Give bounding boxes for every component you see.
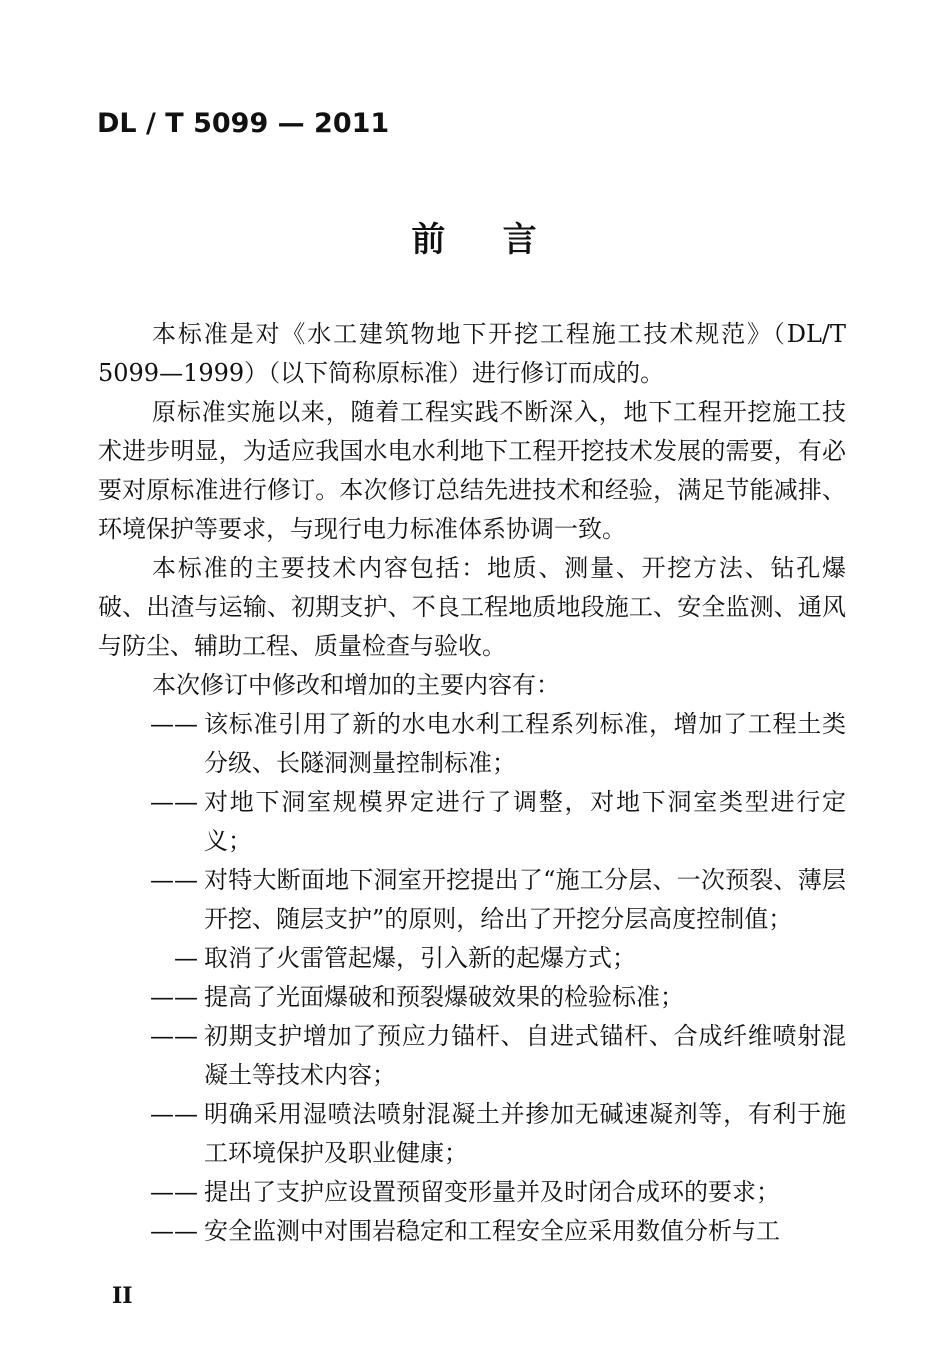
dash-marker: —— xyxy=(150,1100,198,1128)
list-item-text: 安全监测中对围岩稳定和工程安全应采用数值分析与工 xyxy=(204,1217,780,1245)
dash-marker: — xyxy=(174,944,198,972)
list-item xyxy=(98,1095,846,1173)
list-item-text: 提出了支护应设置预留变形量并及时闭合成环的要求； xyxy=(204,1178,780,1206)
list-item-text: 对特大断面地下洞室开挖提出了“施工分层、一次预裂、薄层开挖、随层支护”的原则，给出了开挖分层高度控制值； xyxy=(204,866,846,933)
paragraph-background: 原标准实施以来，随着工程实践不断深入，地下工程开挖施工技术进步明显，为适应我国水电水利地下工程开挖技术发展的需要，有必要对原标准进行修订。本次修订总结先进技术和经验，满足节能减排、环境保护等要求，与现行电力标准体系协调一致。 xyxy=(98,398,846,543)
list-item-text: 取消了火雷管起爆，引入新的起爆方式； xyxy=(204,944,636,972)
dash-marker: —— xyxy=(150,788,198,816)
dash-marker: —— xyxy=(150,1022,198,1050)
revision-list xyxy=(98,705,846,1251)
list-item-text: 提高了光面爆破和预裂爆破效果的检验标准； xyxy=(204,983,684,1011)
paragraph-revision-intro: 本次修订中修改和增加的主要内容有： xyxy=(152,671,560,699)
page-title: 前 言 xyxy=(411,220,539,260)
list-item xyxy=(98,939,846,978)
list-item xyxy=(98,705,846,783)
paragraph-intro: 本标准是对《水工建筑物地下开挖工程施工技术规范》（DL/T 5099—1999）（以下简称原标准）进行修订而成的。 xyxy=(98,320,846,387)
dash-marker: —— xyxy=(150,710,198,738)
list-item-text: 该标准引用了新的水电水利工程系列标准，增加了工程土类分级、长隧洞测量控制标准； xyxy=(204,710,846,777)
dash-marker: —— xyxy=(150,1178,198,1206)
dash-marker: —— xyxy=(150,1217,198,1245)
list-item xyxy=(98,1017,846,1095)
list-item xyxy=(98,1212,846,1251)
list-item xyxy=(98,1173,846,1212)
dash-marker: —— xyxy=(150,866,198,894)
standard-code: DL / T 5099 — 2011 xyxy=(97,108,390,139)
paragraph-contents: 本标准的主要技术内容包括：地质、测量、开挖方法、钻孔爆破、出渣与运输、初期支护、不良工程地质地段施工、安全监测、通风与防尘、辅助工程、质量检查与验收。 xyxy=(98,554,846,660)
list-item xyxy=(98,783,846,861)
list-item-text: 对地下洞室规模界定进行了调整，对地下洞室类型进行定义； xyxy=(204,788,846,855)
list-item-text: 明确采用湿喷法喷射混凝土并掺加无碱速凝剂等，有利于施工环境保护及职业健康； xyxy=(204,1100,846,1167)
list-item-text: 初期支护增加了预应力锚杆、自进式锚杆、合成纤维喷射混凝土等技术内容； xyxy=(204,1022,846,1089)
page-number: II xyxy=(112,1283,133,1309)
list-item xyxy=(98,978,846,1017)
list-item xyxy=(98,861,846,939)
body-text xyxy=(98,315,846,1251)
dash-marker: —— xyxy=(150,983,198,1011)
